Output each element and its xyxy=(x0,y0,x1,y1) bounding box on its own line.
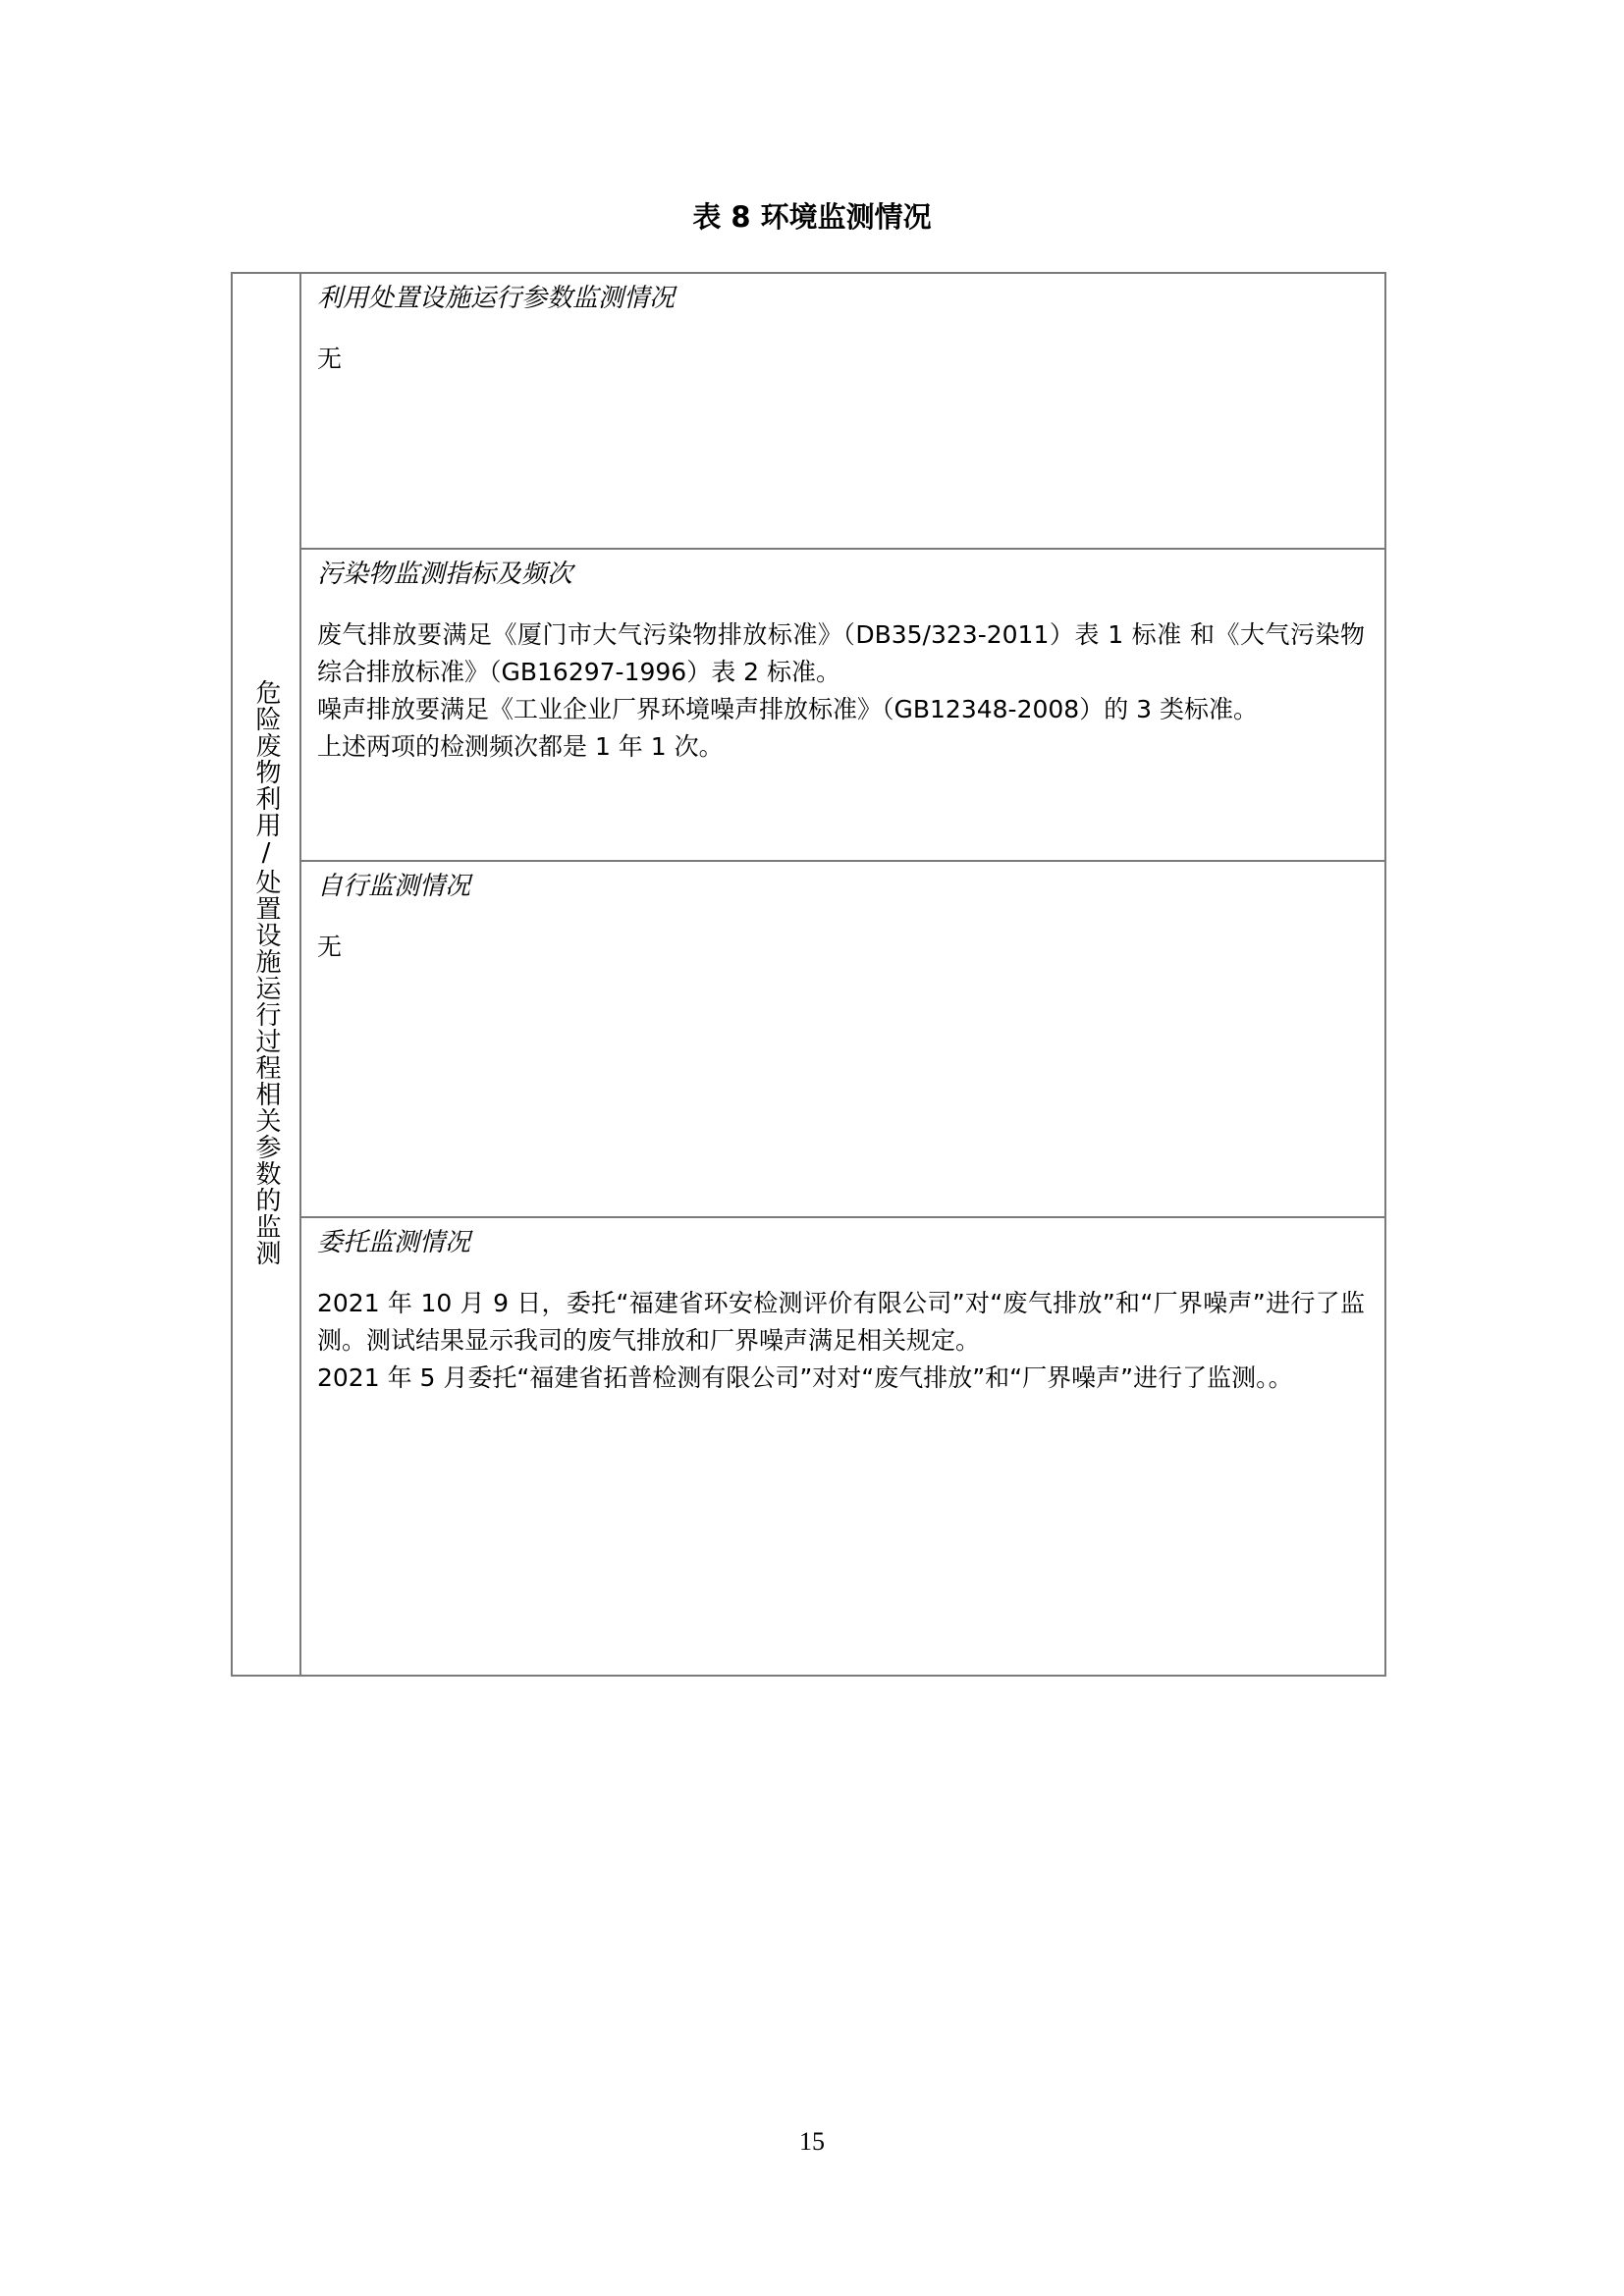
section-heading: 利用处置设施运行参数监测情况 xyxy=(317,284,676,313)
section-cell-commissioned-monitoring xyxy=(300,1217,1385,1676)
section-cell-self-monitoring xyxy=(300,861,1385,1217)
page-title: 表 8 环境监测情况 xyxy=(692,200,932,234)
section-heading: 自行监测情况 xyxy=(317,872,471,901)
table-row xyxy=(232,549,1385,861)
table-row xyxy=(232,273,1385,549)
section-cell-facility-parameters xyxy=(300,273,1385,549)
section-heading: 委托监测情况 xyxy=(317,1228,471,1257)
side-label: 危险废物利用/处置设施运行过程相关参数的监测 xyxy=(251,678,281,1266)
section-text: 噪声排放要满足《工业企业厂界环境噪声排放标准》（GB12348-2008）的 3 类标准。 xyxy=(317,695,1258,723)
page-number: 15 xyxy=(799,2127,825,2156)
side-label-cell xyxy=(232,273,300,1676)
section-cell-pollutant-indicators xyxy=(300,549,1385,861)
section-text: 废气排放要满足《厦门市大气污染物排放标准》（DB35/323-2011）表 1 标准 和《大气污染物综合排放标准》（GB16297-1996）表 2 标准。 xyxy=(317,620,1365,686)
table-row xyxy=(232,861,1385,1217)
section-text: 2021 年 10 月 9 日，委托“福建省环安检测评价有限公司”对“废气排放”和“厂界噪声”进行了监测。测试结果显示我司的废气排放和厂界噪声满足相关规定。 xyxy=(317,1289,1365,1355)
table-row xyxy=(232,1217,1385,1676)
section-text: 无 xyxy=(317,345,343,373)
section-text: 上述两项的检测频次都是 1 年 1 次。 xyxy=(317,732,724,761)
section-heading: 污染物监测指标及频次 xyxy=(317,560,573,589)
monitoring-table xyxy=(231,272,1386,1677)
section-text: 2021 年 5 月委托“福建省拓普检测有限公司”对对“废气排放”和“厂界噪声”进行了监测。。 xyxy=(317,1363,1293,1392)
section-text: 无 xyxy=(317,933,343,961)
